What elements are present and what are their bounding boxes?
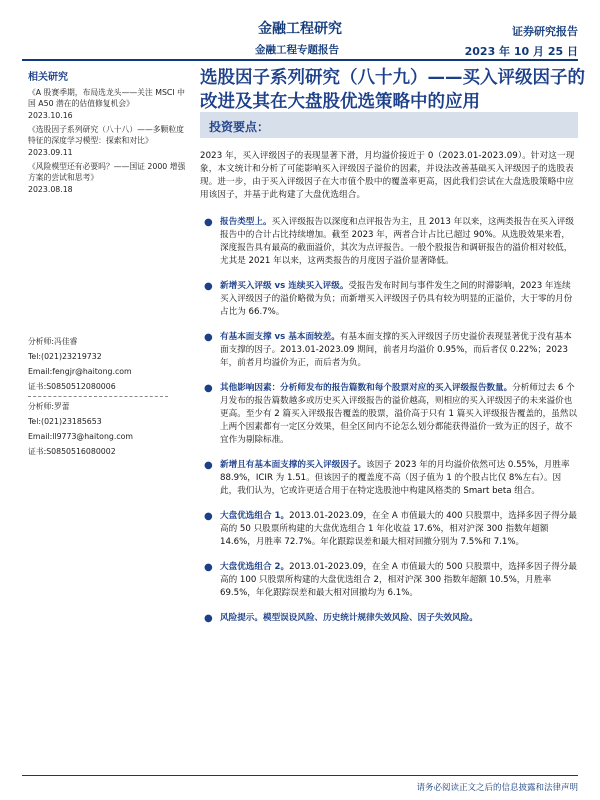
bullet-icon: ● [204, 460, 213, 471]
related-research [28, 68, 188, 198]
bullet-body: 2013.01-2023.09，在全 A 市值最大的 500 只股票中，选择多因子得分最高的 100 只股票所构建的大盘优选组合 2，相对沪深 300 指数年超额 10.5%，月胜率 69.5%，年化跟踪误差和最大相对回撤均为 6.1%。 [220, 562, 577, 598]
bullet-icon: ● [204, 511, 213, 522]
related-item-date: 2023.08.18 [28, 185, 73, 194]
brand-title: 金融工程研究 [258, 21, 342, 37]
bullet-icon: ● [204, 281, 213, 292]
series-subtitle: 金融工程专题报告 [255, 44, 339, 56]
bullet-body: 受报告发布时间与事件发生之间的时滞影响，2023 年连续买入评级因子的溢价略微为负；而新增买入评级因子仍具有较为明显的正溢价，大于零的月份占比为 66.7%。 [220, 281, 573, 317]
bullet-icon: ● [204, 332, 213, 343]
summary-bar [200, 112, 578, 138]
analyst-block [28, 334, 178, 459]
summary-label: 投资要点： [209, 120, 270, 134]
report-title: 选股因子系列研究（八十九）——买入评级因子的改进及其在大盘股优选策略中的应用 [200, 68, 585, 112]
analyst-email[interactable]: Email:ll9773@haitong.com [28, 432, 133, 441]
bullet-icon: ● [204, 562, 213, 573]
related-item-date: 2023.09.11 [28, 148, 73, 157]
bullet-report-type [200, 216, 578, 268]
bullet-icon: ● [204, 383, 213, 394]
analyst-cert: 证书:S0850516080002 [28, 447, 116, 456]
analyst-email[interactable]: Email:fengjr@haitong.com [28, 367, 132, 376]
related-item-title[interactable]: 《风险模型还有必要吗？——国证 2000 增强方案的尝试和思考》 [28, 162, 186, 182]
bullet-body: 有基本面支撑的买入评级因子历史溢价表现显著优于没有基本面支撑的因子。2013.01-2023.09 期间，前者月均溢价 0.95%，而后者仅 0.22%；2023 年，前者月均溢价为正，而后者为负。 [220, 332, 572, 368]
bullet-heading: 报告类型上。 [220, 217, 272, 227]
disclaimer-note: 请务必阅读正文之后的信息披露和法律声明 [416, 783, 578, 793]
bullet-body: 分析师过去 6 个月发布的报告篇数越多或历史买入评级报告的溢价越高，则相应的买入评级因子的未来溢价也更高。至少有 2 篇买入评级报告覆盖的股票，溢价高于只有 1 篇买入评级报告覆盖的，虽然以上两个因素都有一定区分效果，但全区间内不论怎么划分都能获得溢价一致为正的因子，故不宜作为剔除标准。 [220, 383, 578, 445]
bullet-body: 2013.01-2023.09，在全 A 市值最大的 400 只股票中，选择多因子得分最高的 50 只股票所构建的大盘优选组合 1 年化收益 17.6%，相对沪深 300 指数年超额 14.6%，月胜率 72.7%。年化跟踪误差和最大相对回撤分别为 7.5%和 7.1%。 [220, 511, 577, 547]
bullet-heading: 大盘优选组合 2。 [220, 562, 290, 572]
header-divider [22, 59, 578, 61]
bullet-risk-warning [200, 612, 578, 625]
bullet-body: 该因子 2023 年的月均溢价依然可达 0.55%，月胜率 88.9%，ICIR 为 1.51。但该因子的覆盖度不高（因子值为 1 的个股占比仅 8%左右）。因此，我们认为，它或许更适合用于在特定选股池中构建风格类的 Smart beta 组合。 [220, 460, 570, 496]
intro-paragraph: 2023 年，买入评级因子的表现显著下滑，月均溢价接近于 0（2023.01-2023.09）。针对这一现象，本文统计和分析了可能影响买入评级因子溢价的因素，并设法改善基础买入评级因子的选股表现。进一步，由于买入评级因子在大市值个股中的覆盖率更高，因此我们尝试在大盘选股策略中应用该因子，并基于此构建了大盘优选组合。 [200, 151, 575, 200]
bullet-heading: 其他影响因素：分析师发布的报告篇数和每个股票对应的买入评级报告数量。 [220, 383, 513, 393]
report-type: 证券研究报告 [512, 25, 578, 38]
bullet-body: 模型误设风险、历史统计规律失效风险、因子失效风险。 [262, 613, 478, 623]
related-item-title[interactable]: 《A 股赛季期，布局选龙头——关注 MSCI 中国 A50 潜在的估值修复机会》 [28, 88, 185, 108]
footer-divider [22, 775, 578, 776]
main-content [200, 150, 578, 637]
bullet-icon: ● [204, 217, 213, 228]
bullet-portfolio-2 [200, 561, 578, 600]
bullet-heading: 新增买入评级 vs 连续买入评级。 [220, 281, 349, 291]
bullet-new-fundamental-factor [200, 459, 578, 498]
bullet-body: 买入评级报告以深度和点评报告为主，且 2013 年以来，这两类报告在买入评级报告中的合计占比持续增加。截至 2023 年，两者合计占比已超过 90%。从选股效果来看，深度报告具有最高的截面溢价，其次为点评报告。一般个股报告和调研报告的溢价相对较低，尤其是 2021 年以来，这两类报告的月度因子溢价显著降低。 [220, 217, 574, 266]
bullet-heading: 新增且有基本面支撑的买入评级因子。 [220, 460, 367, 470]
analyst-cert: 证书:S0850512080006 [28, 382, 116, 391]
analyst-divider [28, 396, 168, 397]
bullet-heading: 大盘优选组合 1。 [220, 511, 290, 521]
report-date: 2023 年 10 月 25 日 [464, 45, 578, 58]
analyst-name: 分析师:冯佳睿 [28, 337, 78, 346]
bullet-icon: ● [204, 613, 213, 624]
bullet-heading: 风险提示。 [220, 613, 263, 623]
bullet-portfolio-1 [200, 510, 578, 549]
bullet-new-vs-continued [200, 280, 578, 319]
related-heading: 相关研究 [28, 72, 68, 83]
bullet-fundamental-support [200, 331, 578, 370]
analyst-tel: Tel:(021)23185653 [28, 417, 102, 426]
analyst-name: 分析师:罗蕾 [28, 402, 70, 411]
related-item-title[interactable]: 《选股因子系列研究（八十八）——多颗粒度特征的深度学习模型：探索和对比》 [28, 125, 184, 145]
bullet-heading: 有基本面支撑 vs 基本面较差。 [220, 332, 340, 342]
bullet-other-factors [200, 382, 578, 447]
related-item-date: 2023.10.16 [28, 111, 73, 120]
analyst-tel: Tel:(021)23219732 [28, 352, 102, 361]
